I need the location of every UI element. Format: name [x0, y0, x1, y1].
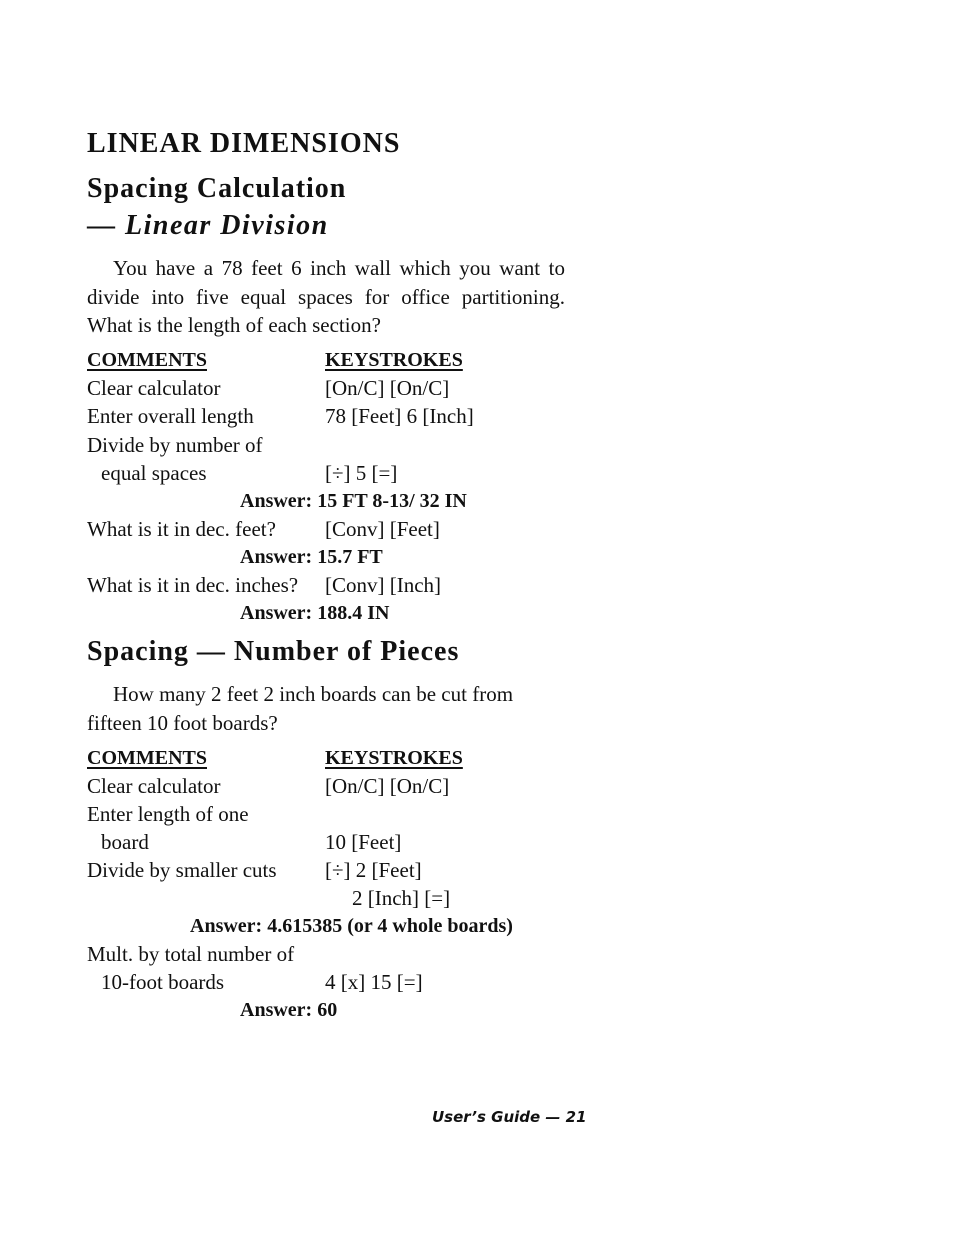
comment-dec-inches: What is it in dec. inches?: [87, 573, 299, 597]
comments-header-2: COMMENTS: [87, 747, 207, 769]
keys-board-length: 10 [Feet]: [325, 830, 402, 854]
linear-division-subtitle: [87, 210, 329, 242]
answer-total-boards: Answer: 60: [240, 999, 338, 1021]
section-title: LINEAR DIMENSIONS: [87, 128, 401, 159]
problem-paragraph-2: How many 2 feet 2 inch boards can be cut from fifteen 10 foot boards?: [87, 682, 514, 735]
keys-enter-length: 78 [Feet] 6 [Inch]: [325, 404, 474, 428]
subtitle-italic: Linear Division: [125, 210, 329, 241]
comment-divide-a: Divide by number of: [87, 433, 263, 457]
comment-board-length-a: Enter length of one: [87, 802, 249, 826]
answer-feet-inches: Answer: 15 FT 8-13/ 32 IN: [240, 490, 467, 512]
comment-clear-2: Clear calculator: [87, 774, 221, 798]
answer-dec-feet: Answer: 15.7 FT: [240, 546, 383, 568]
answer-dec-inches: Answer: 188.4 IN: [240, 602, 390, 624]
problem-paragraph-1: You have a 78 feet 6 inch wall which you want to divide into five equal spaces for office partitioning. What is the length of each section?: [87, 256, 565, 337]
comment-multiply-b: 10-foot boards: [101, 970, 225, 994]
subtitle-dash: —: [87, 210, 125, 241]
keys-dec-feet: [Conv] [Feet]: [325, 517, 440, 541]
page-footer: User’s Guide — 21: [432, 1108, 587, 1126]
keystrokes-header-1: KEYSTROKES: [325, 349, 463, 371]
keys-divide: [÷] 5 [=]: [325, 461, 398, 485]
keys-clear: [On/C] [On/C]: [325, 376, 450, 400]
keys-divide-cuts-a: [÷] 2 [Feet]: [325, 858, 422, 882]
comment-divide-b: equal spaces: [101, 461, 207, 485]
number-of-pieces-title: Spacing — Number of Pieces: [87, 636, 460, 667]
comment-clear: Clear calculator: [87, 376, 221, 400]
keys-dec-inches: [Conv] [Inch]: [325, 573, 442, 597]
keys-multiply: 4 [x] 15 [=]: [325, 970, 423, 994]
comment-board-length-b: board: [101, 830, 149, 854]
keystrokes-header-2: KEYSTROKES: [325, 747, 463, 769]
keys-clear-2: [On/C] [On/C]: [325, 774, 450, 798]
comment-multiply-a: Mult. by total number of: [87, 942, 295, 966]
comment-dec-feet: What is it in dec. feet?: [87, 517, 276, 541]
keys-divide-cuts-b: 2 [Inch] [=]: [352, 886, 451, 910]
spacing-calculation-title: Spacing Calculation: [87, 173, 347, 204]
comment-enter-length: Enter overall length: [87, 404, 254, 428]
answer-boards-per-board: Answer: 4.615385 (or 4 whole boards): [190, 915, 513, 937]
comments-header-1: COMMENTS: [87, 349, 207, 371]
comment-divide-cuts: Divide by smaller cuts: [87, 858, 277, 882]
